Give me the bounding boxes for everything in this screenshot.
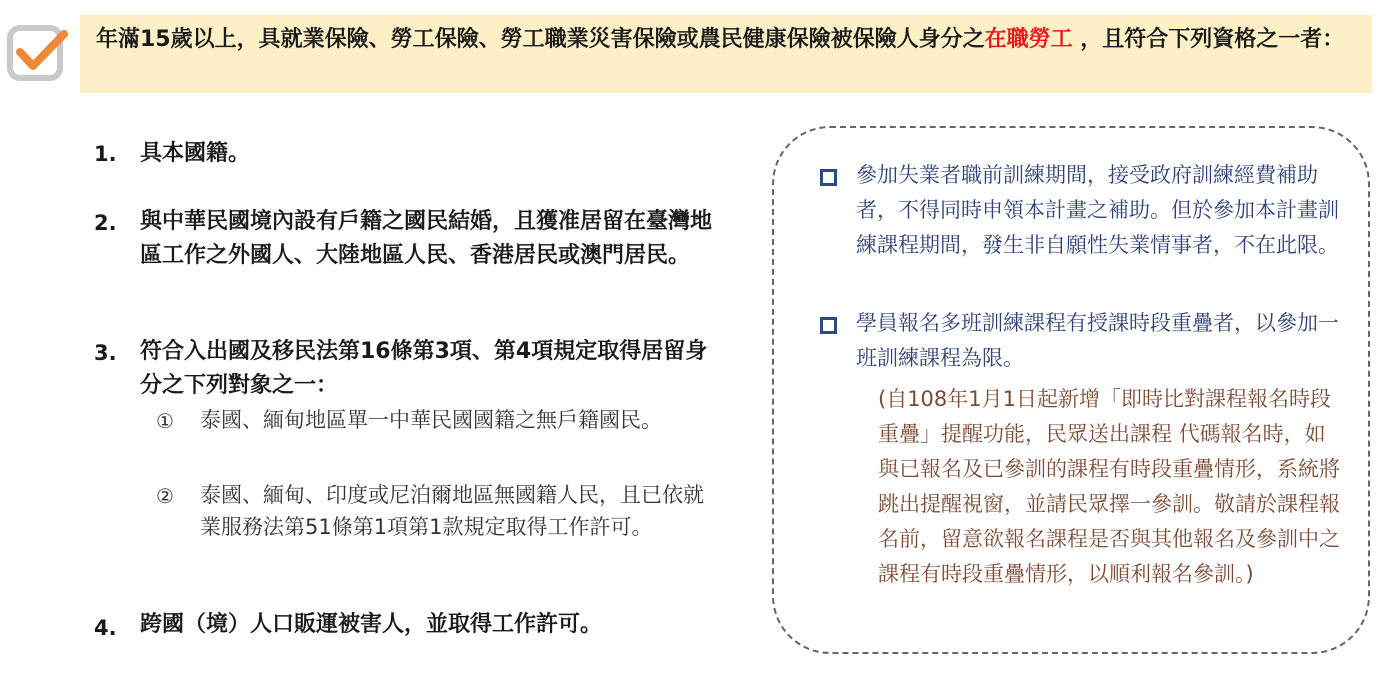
- bullet-square-icon: [820, 317, 837, 334]
- subitem-1-mark: ①: [156, 409, 174, 433]
- note-1-text: 參加失業者職前訓練期間，接受政府訓練經費補助者，不得同時申領本計畫之補助。但於參加本計畫訓練課程期間，發生非自願性失業情事者，不在此限。: [856, 163, 1339, 257]
- item-4-text: 跨國（境）人口販運被害人，並取得工作許可。: [140, 612, 603, 637]
- subitem-2-text: 泰國、緬甸、印度或尼泊爾地區無國籍人民，且已依就業服務法第51條第1項第1款規定取得工作許可。: [200, 483, 704, 539]
- header-text-before: 年滿15歲以上，具就業保險、勞工保險、勞工職業災害保險或農民健康保險被保險人身分之: [96, 27, 985, 52]
- header-text: [96, 24, 1366, 56]
- item-3-number: 3.: [94, 341, 117, 365]
- item-1-number: 1.: [94, 142, 117, 166]
- note-2-text: 學員報名多班訓練課程有授課時段重疊者，以參加一班訓練課程為限。: [856, 311, 1339, 370]
- header-text-after: ，且符合下列資格之一者：: [1072, 27, 1345, 52]
- item-2-number: 2.: [94, 211, 117, 235]
- item-4-number: 4.: [94, 616, 117, 640]
- item-2-text: 與中華民國境內設有戶籍之國民結婚，且獲准居留在臺灣地區工作之外國人、大陸地區人民、香港居民或澳門居民。: [140, 209, 713, 268]
- subitem-2-mark: ②: [156, 484, 174, 508]
- item-3-text: 符合入出國及移民法第16條第3項、第4項規定取得居留身分之下列對象之一：: [140, 339, 708, 398]
- header-highlight: 在職勞工: [984, 27, 1073, 52]
- bullet-square-icon: [820, 169, 837, 186]
- note-2-detail: (自108年1月1日起新增「即時比對課程報名時段重疊」提醒功能，民眾送出課程 代碼報名時，如與已報名及已參訓的課程有時段重疊情形，系統將跳出提醒視窗，並請民眾擇一參訓。敬請於課程報名前，留意欲報名課程是否與其他報名及參訓中之課程有時段重疊情形，以順利報名參訓。): [878, 387, 1340, 586]
- checkbox-check-icon: [6, 22, 68, 84]
- item-1-text: 具本國籍。: [140, 141, 251, 166]
- subitem-1-text: 泰國、緬甸地區單一中華民國國籍之無戶籍國民。: [200, 408, 662, 432]
